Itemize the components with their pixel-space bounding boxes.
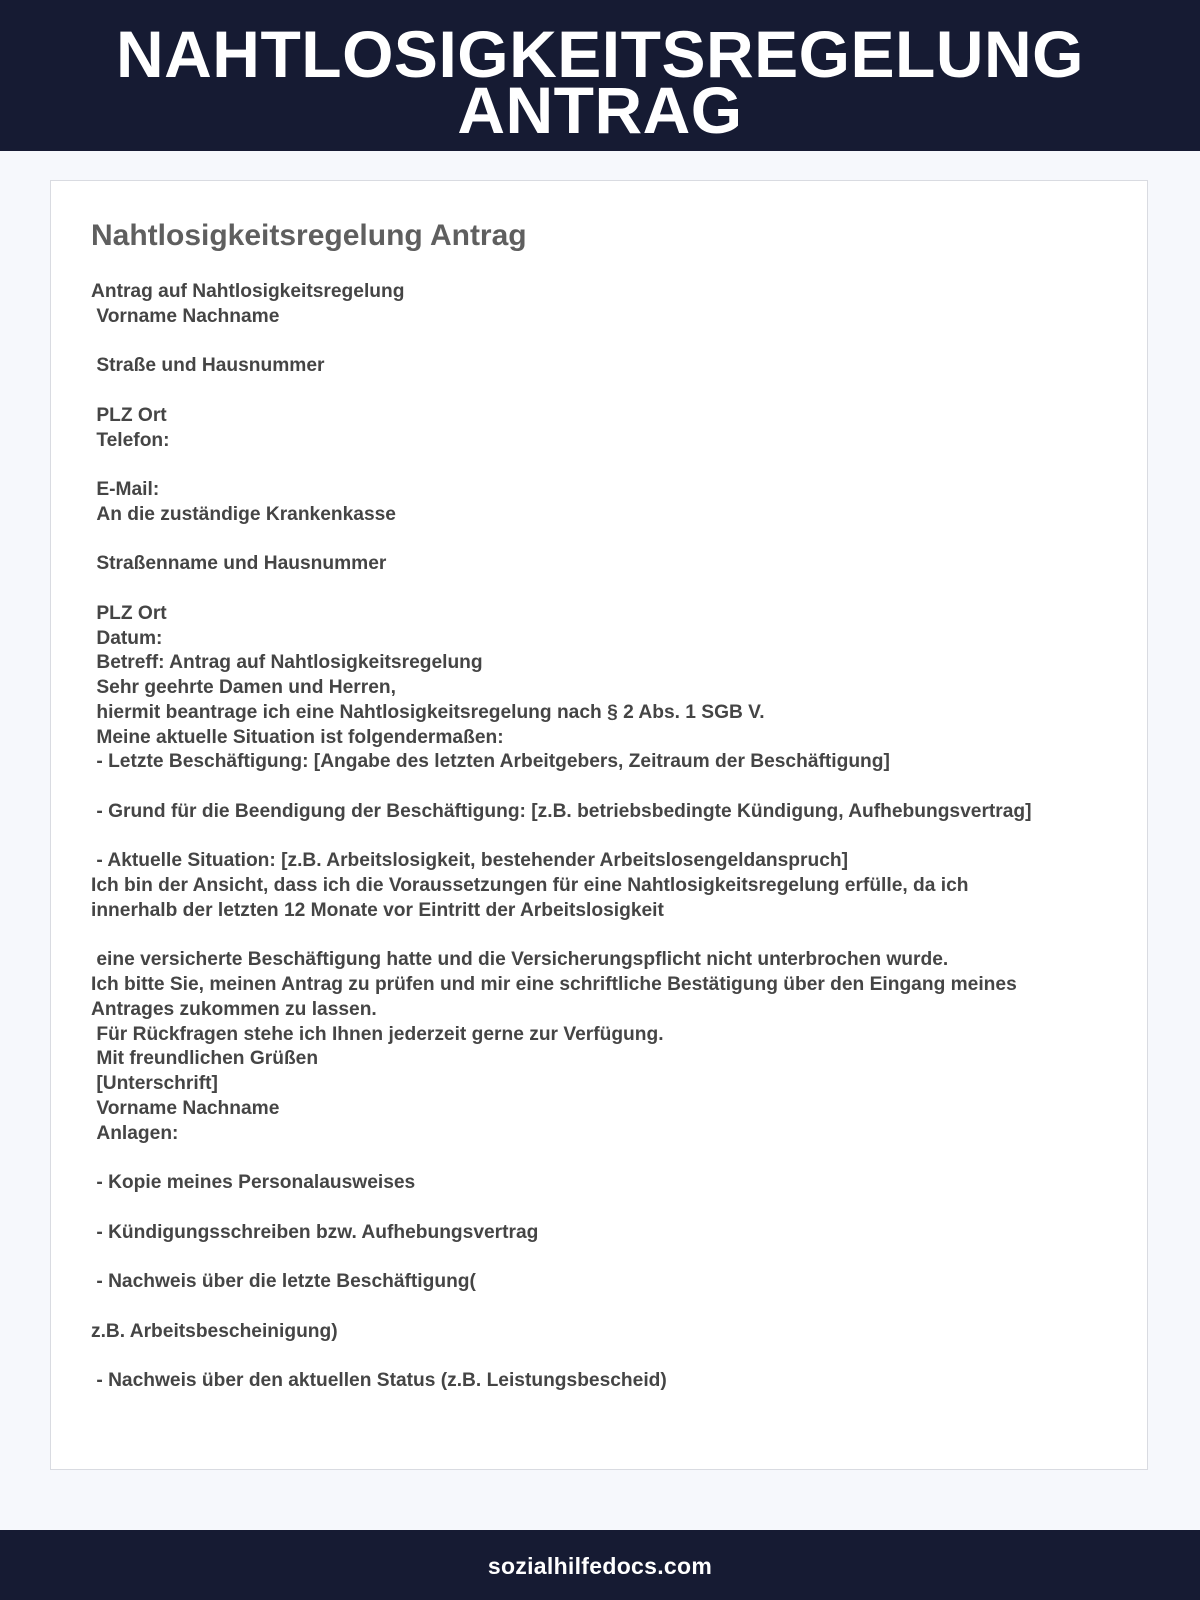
page-footer xyxy=(0,1530,1200,1600)
document-title: Nahtlosigkeitsregelung Antrag xyxy=(91,219,527,252)
document-card xyxy=(50,180,1148,1470)
page-banner-title: NAHTLOSIGKEITSREGELUNG ANTRAG xyxy=(115,17,1085,147)
document-body: Antrag auf Nahtlosigkeitsregelung Vorname Nachname Straße und Hausnummer PLZ Ort Telefon: E-Mail: An die zuständige Krankenkasse Straßenname und Hausnummer PLZ Ort Datum: Betreff: Antrag auf Nahtlosigkeitsregelung Sehr geehrte Damen und Herren, hiermit beantrage ich eine Nahtlosigkeitsregelung nach § 2 Abs. 1 SGB V. Meine aktuelle Situation ist folgendermaßen: - Letzte Beschäftigung: [Angabe des letzten Arbeitgebers, Zeitraum der Beschäftigung] - Grund für die Beendigung der Beschäftigung: [z.B. betriebsbedingte Kündigung, Aufhebungsvertrag] - Aktuelle Situation: [z.B. Arbeitslosigkeit, bestehender Arbeitslosengeldanspruch] Ich bin der Ansicht, dass ich die Voraussetzungen für eine Nahtlosigkeitsregelung erfülle, da ich innerhalb der letzten 12 Monate vor Eintritt der Arbeitslosigkeit eine versicherte Beschäftigung hatte und die Versicherungspflicht nicht unterbrochen wurde. Ich bitte Sie, meinen Antrag zu prüfen und mir eine schriftliche Bestätigung über den Eingang meines Antrages zukommen zu lassen. Für Rückfragen stehe ich Ihnen jederzeit gerne zur Verfügung. Mit freundlichen Grüßen [Unterschrift] Vorname Nachname Anlagen: - Kopie meines Personalausweises - Kündigungsschreiben bzw. Aufhebungsvertrag - Nachweis über die letzte Beschäftigung( z.B. Arbeitsbescheinigung) - Nachweis über den aktuellen Status (z.B. Leistungsbescheid) xyxy=(91,281,1032,1391)
page-header xyxy=(0,0,1200,151)
footer-site-name: sozialhilfedocs.com xyxy=(487,1553,713,1579)
